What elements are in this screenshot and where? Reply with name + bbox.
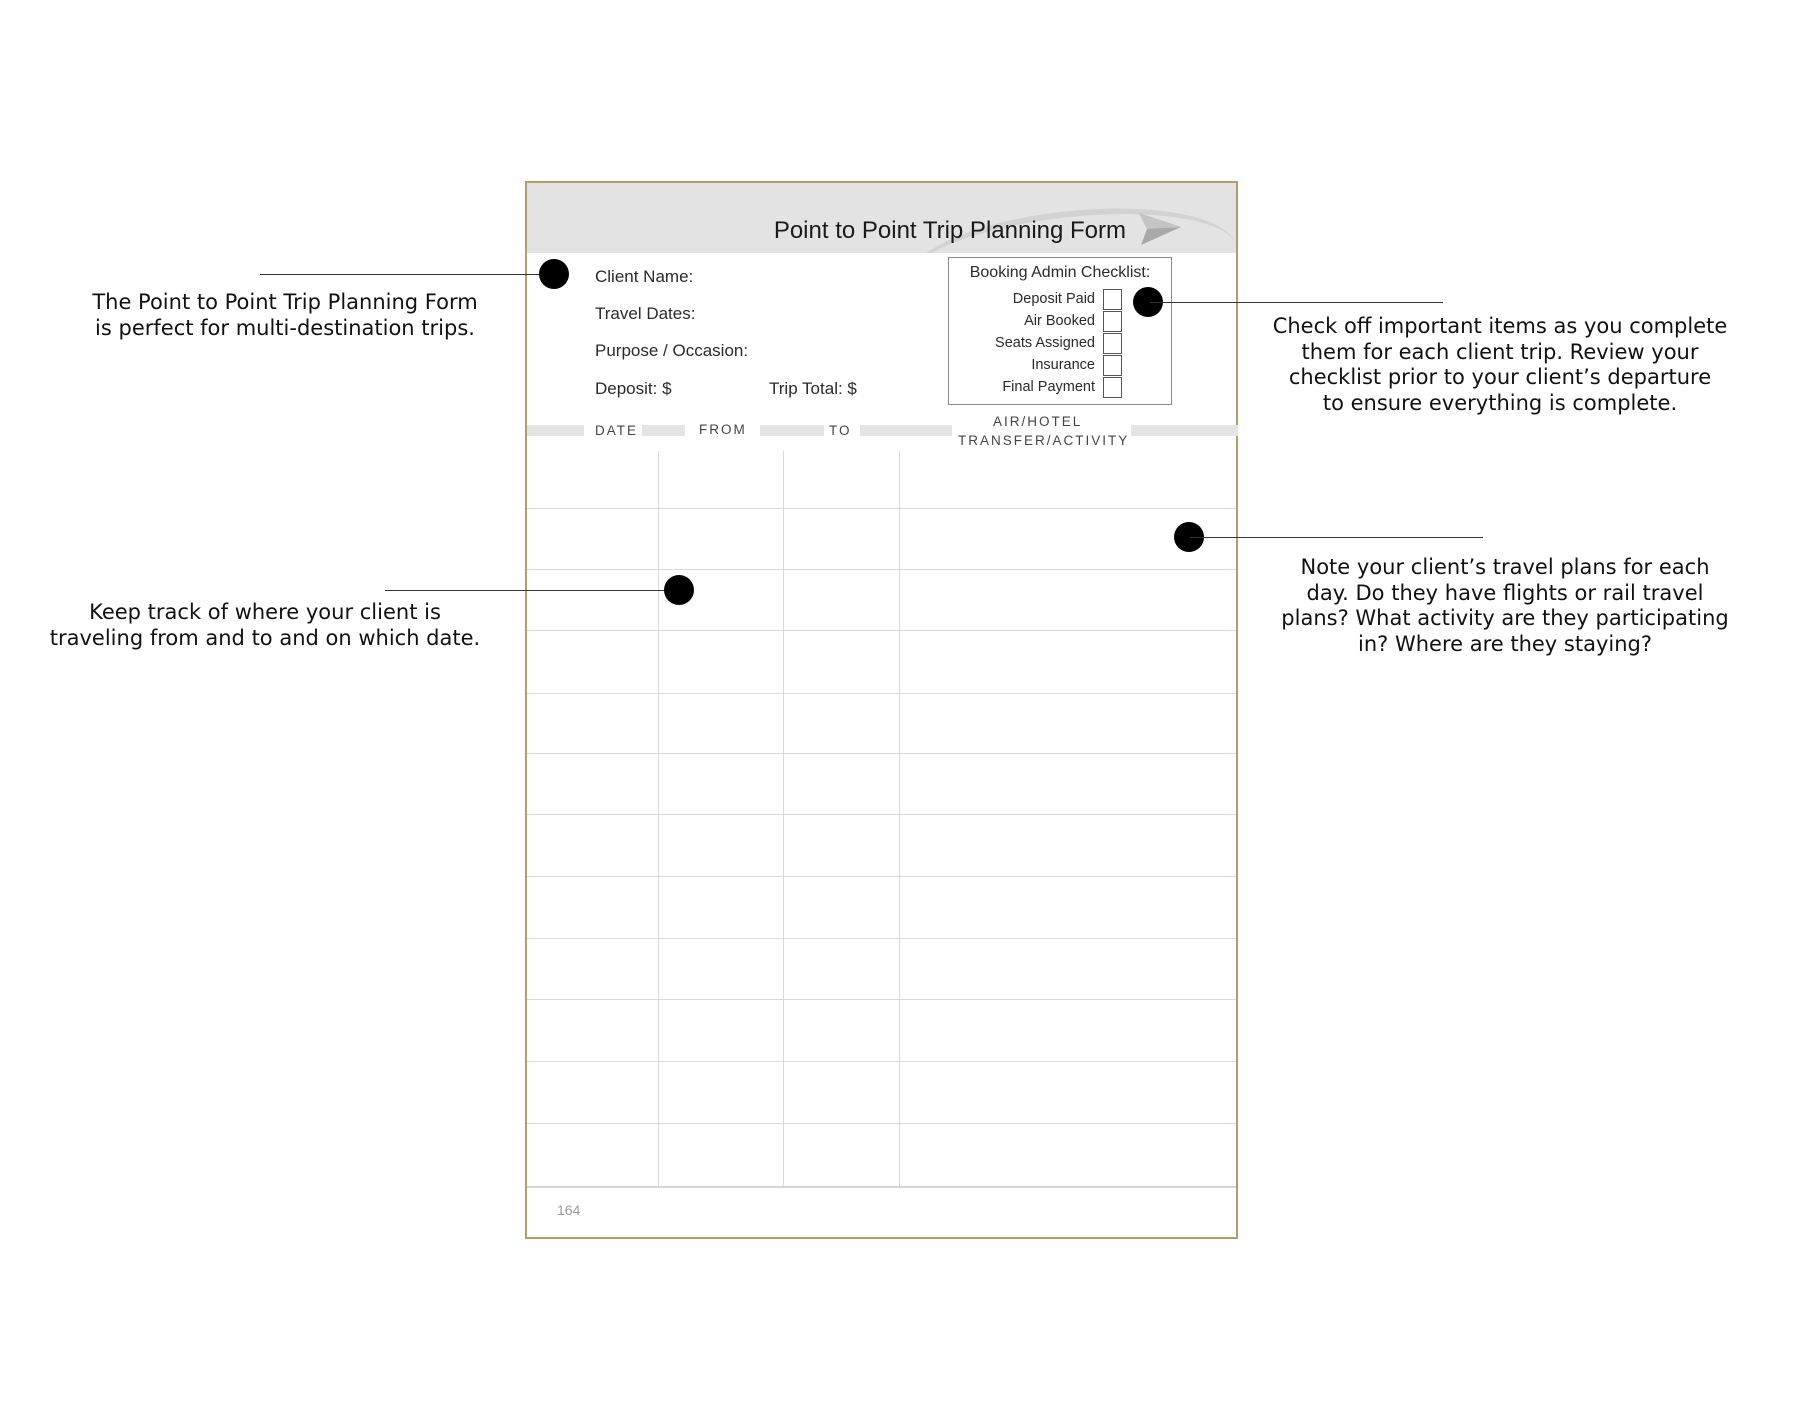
annotation-route-note: Keep track of where your client is traveling from and to and on which date. — [49, 600, 481, 650]
header-band-segment — [642, 425, 685, 436]
checklist-item-label: Air Booked — [1024, 313, 1095, 329]
header-band-segment — [760, 425, 824, 436]
header-band-segment — [860, 425, 952, 436]
annotation-leader-line — [1190, 537, 1483, 538]
column-header-to: TO — [829, 423, 852, 438]
table-row[interactable] — [527, 999, 1236, 1000]
checkbox-seats-assigned[interactable] — [1103, 333, 1122, 354]
table-row[interactable] — [527, 753, 1236, 754]
column-header-air-hotel: AIR/HOTEL — [993, 414, 1083, 429]
trip-total-label: Trip Total: $ — [769, 379, 857, 398]
checkbox-air-booked[interactable] — [1103, 311, 1122, 332]
annotation-marker — [664, 575, 694, 605]
annotation-form-intro: The Point to Point Trip Planning Form is perfect for multi-destination trips. — [92, 290, 478, 340]
booking-admin-checklist — [948, 257, 1172, 405]
checklist-item-label: Deposit Paid — [1012, 291, 1095, 307]
annotation-leader-line — [385, 590, 680, 591]
annotation-plans-note: Note your client’s travel plans for each day. Do they have flights or rail travel plans? What activity are they participating in? Where are they staying? — [1281, 555, 1729, 656]
column-divider — [658, 451, 659, 1187]
annotation-leader-line — [1150, 302, 1443, 303]
column-divider — [783, 451, 784, 1187]
header-band-segment — [1131, 425, 1238, 436]
checklist-item-label: Final Payment — [1002, 379, 1095, 395]
form-header — [527, 183, 1236, 253]
checkbox-insurance[interactable] — [1103, 355, 1122, 376]
checkbox-deposit-paid[interactable] — [1103, 289, 1122, 310]
paper-plane-icon — [1137, 211, 1181, 247]
table-row[interactable] — [527, 1123, 1236, 1124]
table-row[interactable] — [527, 508, 1236, 509]
table-row[interactable] — [527, 693, 1236, 694]
deposit-label: Deposit: $ — [595, 379, 672, 398]
column-header-date: DATE — [595, 423, 639, 438]
table-row[interactable] — [527, 814, 1236, 815]
header-band-segment — [527, 425, 584, 436]
annotation-leader-line — [260, 274, 542, 275]
annotation-marker — [539, 259, 569, 289]
page-number: 164 — [557, 1202, 581, 1218]
table-row[interactable] — [527, 1061, 1236, 1062]
planning-form-page — [525, 181, 1238, 1239]
client-name-label: Client Name: — [595, 267, 694, 286]
column-divider — [899, 451, 900, 1187]
table-row[interactable] — [527, 630, 1236, 631]
travel-dates-label: Travel Dates: — [595, 304, 696, 323]
table-row[interactable] — [527, 938, 1236, 939]
checklist-item — [949, 355, 1173, 377]
table-bottom-rule — [527, 1186, 1236, 1188]
table-row[interactable] — [527, 876, 1236, 877]
checklist-item — [949, 333, 1173, 355]
checklist-item-label: Seats Assigned — [995, 335, 1095, 351]
form-title: Point to Point Trip Planning Form — [773, 217, 1126, 244]
checklist-item-label: Insurance — [1031, 357, 1095, 373]
column-header-from: FROM — [699, 422, 747, 437]
checklist-item — [949, 377, 1173, 399]
column-header-transfer-activity: TRANSFER/ACTIVITY — [958, 433, 1130, 448]
checklist-title: Booking Admin Checklist: — [969, 264, 1151, 281]
purpose-label: Purpose / Occasion: — [595, 341, 749, 360]
table-row[interactable] — [527, 569, 1236, 570]
annotation-checklist-note: Check off important items as you complete them for each client trip. Review your checklist prior to your client’s departure to ensure everything is complete. — [1272, 314, 1728, 415]
checkbox-final-payment[interactable] — [1103, 377, 1122, 398]
